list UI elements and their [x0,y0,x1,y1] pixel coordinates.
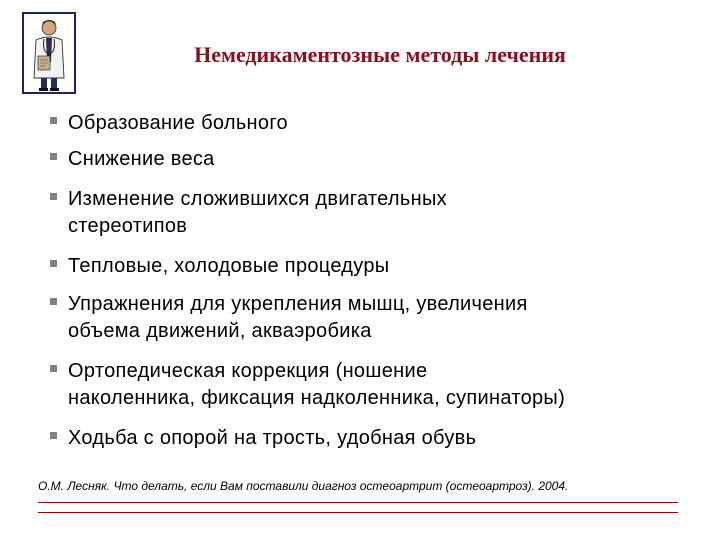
citation: О.М. Лесняк. Что делать, если Вам поставили диагноз остеоартрит (остеоартроз). 2004. [38,479,569,493]
bullet-square-icon [50,260,57,267]
divider-line [38,512,678,513]
list-item-text: Изменение сложившихся двигательных стереотипов [68,188,447,237]
slide-title: Немедикаментозные методы лечения [194,42,566,67]
list-item-text: Снижение веса [68,148,215,170]
bullet-square-icon [50,365,57,372]
list-item-text: Тепловые, холодовые процедуры [68,255,390,277]
divider-line [38,502,678,503]
list-item-text: Ортопедическая коррекция (ношение наколенника, фиксация надколенника, супинаторы) [68,360,566,409]
bullet-square-icon [50,432,57,439]
bullet-square-icon [50,117,57,124]
bullet-square-icon [50,193,57,200]
bullet-square-icon [50,298,57,305]
list-item-text: Упражнения для укрепления мышц, увеличения объема движений, акваэробика [68,293,528,342]
list-item-text: Ходьба с опорой на трость, удобная обувь [68,427,477,449]
bullet-square-icon [50,153,57,160]
list-item-text: Образование больного [68,112,288,134]
